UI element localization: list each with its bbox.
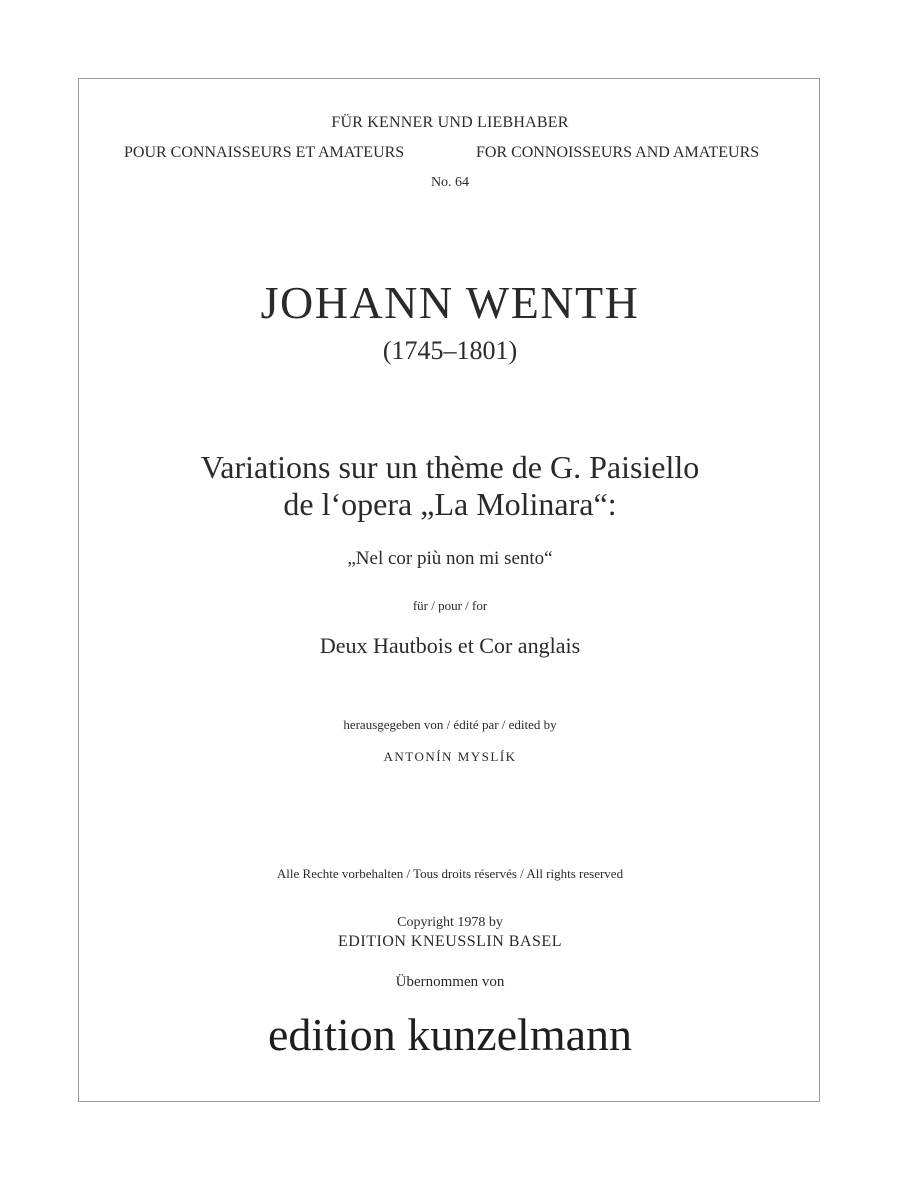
work-title-line-2: de l‘opera „La Molinara“:	[283, 486, 617, 522]
copyright-notice: Copyright 1978 by	[397, 915, 503, 930]
instrumentation: Deux Hautbois et Cor anglais	[319, 633, 581, 658]
editor-name: ANTONÍN MYSLÍK	[383, 749, 517, 764]
original-publisher: EDITION KNEUSSLIN BASEL	[338, 933, 562, 950]
series-title-english: FOR CONNOISSEURS AND AMATEURS	[476, 144, 760, 161]
rights-notice: Alle Rechte vorbehalten / Tous droits réservés / All rights reserved	[276, 866, 624, 881]
theme-title: „Nel cor più non mi sento“	[347, 548, 553, 569]
edited-by-label: herausgegeben von / édité par / edited by	[343, 717, 557, 732]
series-title-french: POUR CONNAISSEURS ET AMATEURS	[124, 144, 405, 161]
composer-name: JOHANN WENTH	[260, 277, 640, 328]
composer-dates: (1745–1801)	[382, 336, 518, 365]
publisher-name: edition kunzelmann	[267, 1009, 633, 1060]
series-title: FÜR KENNER UND LIEBHABER	[331, 114, 569, 131]
for-label: für / pour / for	[412, 598, 488, 613]
series-number: No. 64	[430, 175, 470, 190]
taken-over-label: Übernommen von	[395, 974, 505, 990]
work-title-line-1: Variations sur un thème de G. Paisiello	[200, 449, 700, 485]
